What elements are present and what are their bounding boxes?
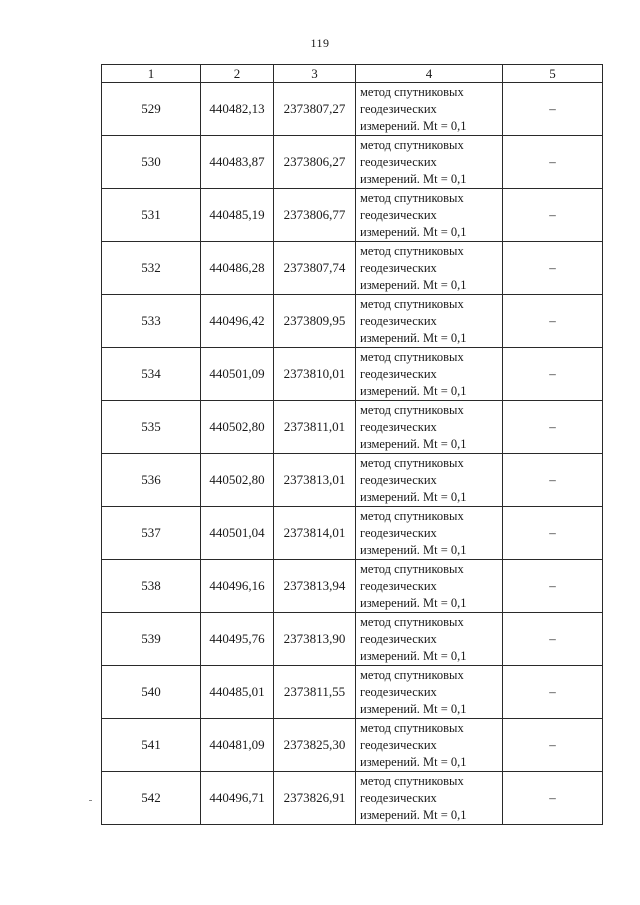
table-row	[102, 348, 603, 401]
header-col-1: 1	[102, 65, 201, 83]
coordinate-y: 2373807,27	[274, 83, 356, 136]
method-line-3: измерений. Mt = 0,1	[360, 277, 467, 292]
column-5-value: –	[503, 295, 603, 348]
method-line-2: геодезических	[360, 366, 437, 381]
method-line-3: измерений. Mt = 0,1	[360, 383, 467, 398]
method-line-3: измерений. Mt = 0,1	[360, 436, 467, 451]
coordinate-x: 440496,42	[201, 295, 274, 348]
coordinate-y: 2373814,01	[274, 507, 356, 560]
table-row	[102, 719, 603, 772]
table-row	[102, 613, 603, 666]
method-line-1: метод спутниковых	[360, 614, 464, 629]
method-line-2: геодезических	[360, 154, 437, 169]
coordinate-y: 2373811,01	[274, 401, 356, 454]
coordinate-y: 2373813,01	[274, 454, 356, 507]
coordinate-x: 440496,71	[201, 772, 274, 825]
column-5-value: –	[503, 507, 603, 560]
column-5-value: –	[503, 560, 603, 613]
method-line-3: измерений. Mt = 0,1	[360, 118, 467, 133]
coordinate-y: 2373810,01	[274, 348, 356, 401]
method-description	[356, 189, 503, 242]
method-line-1: метод спутниковых	[360, 84, 464, 99]
table-row	[102, 772, 603, 825]
page-number: 119	[310, 36, 330, 50]
coordinate-x: 440482,13	[201, 83, 274, 136]
table-row	[102, 560, 603, 613]
method-line-1: метод спутниковых	[360, 667, 464, 682]
method-line-1: метод спутниковых	[360, 402, 464, 417]
column-5-value: –	[503, 189, 603, 242]
method-description	[356, 560, 503, 613]
method-line-2: геодезических	[360, 419, 437, 434]
table-header	[102, 65, 603, 83]
method-line-3: измерений. Mt = 0,1	[360, 171, 467, 186]
coordinate-y: 2373813,90	[274, 613, 356, 666]
header-col-4: 4	[356, 65, 503, 83]
point-number: 533	[102, 295, 201, 348]
method-line-1: метод спутниковых	[360, 190, 464, 205]
method-line-1: метод спутниковых	[360, 296, 464, 311]
point-number: 541	[102, 719, 201, 772]
method-description	[356, 136, 503, 189]
column-5-value: –	[503, 348, 603, 401]
method-line-2: геодезических	[360, 207, 437, 222]
column-5-value: –	[503, 613, 603, 666]
coordinate-x: 440502,80	[201, 401, 274, 454]
method-line-2: геодезических	[360, 631, 437, 646]
table-row	[102, 666, 603, 719]
method-description	[356, 454, 503, 507]
method-line-1: метод спутниковых	[360, 773, 464, 788]
point-number: 534	[102, 348, 201, 401]
coordinate-x: 440485,19	[201, 189, 274, 242]
method-description	[356, 772, 503, 825]
point-number: 532	[102, 242, 201, 295]
header-col-3: 3	[274, 65, 356, 83]
coordinate-y: 2373825,30	[274, 719, 356, 772]
method-line-3: измерений. Mt = 0,1	[360, 648, 467, 663]
method-line-1: метод спутниковых	[360, 455, 464, 470]
method-line-1: метод спутниковых	[360, 137, 464, 152]
method-line-2: геодезических	[360, 737, 437, 752]
method-description	[356, 666, 503, 719]
coordinate-x: 440495,76	[201, 613, 274, 666]
method-line-3: измерений. Mt = 0,1	[360, 542, 467, 557]
method-line-3: измерений. Mt = 0,1	[360, 330, 467, 345]
table-row	[102, 295, 603, 348]
method-description	[356, 295, 503, 348]
method-line-3: измерений. Mt = 0,1	[360, 489, 467, 504]
coordinate-x: 440486,28	[201, 242, 274, 295]
method-line-1: метод спутниковых	[360, 561, 464, 576]
method-description	[356, 613, 503, 666]
point-number: 529	[102, 83, 201, 136]
method-line-2: геодезических	[360, 684, 437, 699]
point-number: 537	[102, 507, 201, 560]
method-line-3: измерений. Mt = 0,1	[360, 595, 467, 610]
method-description	[356, 242, 503, 295]
method-line-2: геодезических	[360, 578, 437, 593]
method-line-2: геодезических	[360, 472, 437, 487]
method-line-3: измерений. Mt = 0,1	[360, 807, 467, 822]
header-col-2: 2	[201, 65, 274, 83]
method-line-2: геодезических	[360, 525, 437, 540]
column-5-value: –	[503, 666, 603, 719]
method-description	[356, 719, 503, 772]
method-line-1: метод спутниковых	[360, 243, 464, 258]
coordinate-y: 2373826,91	[274, 772, 356, 825]
column-5-value: –	[503, 772, 603, 825]
method-description	[356, 507, 503, 560]
method-description	[356, 401, 503, 454]
column-5-value: –	[503, 719, 603, 772]
coordinate-x: 440481,09	[201, 719, 274, 772]
method-line-3: измерений. Mt = 0,1	[360, 701, 467, 716]
point-number: 539	[102, 613, 201, 666]
table-row	[102, 242, 603, 295]
method-line-2: геодезических	[360, 101, 437, 116]
column-5-value: –	[503, 83, 603, 136]
point-number: 535	[102, 401, 201, 454]
coordinate-x: 440496,16	[201, 560, 274, 613]
header-row	[102, 65, 603, 83]
point-number: 536	[102, 454, 201, 507]
table-body	[102, 83, 603, 825]
coordinates-table	[101, 64, 603, 825]
method-line-2: геодезических	[360, 260, 437, 275]
column-5-value: –	[503, 136, 603, 189]
method-description	[356, 348, 503, 401]
point-number: 538	[102, 560, 201, 613]
coordinate-y: 2373807,74	[274, 242, 356, 295]
point-number: 530	[102, 136, 201, 189]
method-description	[356, 83, 503, 136]
coordinate-y: 2373806,27	[274, 136, 356, 189]
table-row	[102, 136, 603, 189]
table-row	[102, 189, 603, 242]
coordinate-x: 440485,01	[201, 666, 274, 719]
point-number: 531	[102, 189, 201, 242]
method-line-3: измерений. Mt = 0,1	[360, 224, 467, 239]
method-line-1: метод спутниковых	[360, 349, 464, 364]
method-line-1: метод спутниковых	[360, 720, 464, 735]
method-line-2: геодезических	[360, 790, 437, 805]
table-row	[102, 401, 603, 454]
method-line-3: измерений. Mt = 0,1	[360, 754, 467, 769]
header-col-5: 5	[503, 65, 603, 83]
coordinate-y: 2373806,77	[274, 189, 356, 242]
coordinate-x: 440501,09	[201, 348, 274, 401]
table-row	[102, 454, 603, 507]
point-number: 540	[102, 666, 201, 719]
coordinate-y: 2373813,94	[274, 560, 356, 613]
coordinate-x: 440501,04	[201, 507, 274, 560]
table-row	[102, 507, 603, 560]
column-5-value: –	[503, 454, 603, 507]
column-5-value: –	[503, 401, 603, 454]
column-5-value: –	[503, 242, 603, 295]
method-line-2: геодезических	[360, 313, 437, 328]
method-line-1: метод спутниковых	[360, 508, 464, 523]
coordinate-x: 440502,80	[201, 454, 274, 507]
table-row	[102, 83, 603, 136]
scan-artifact	[89, 800, 92, 801]
point-number: 542	[102, 772, 201, 825]
coordinate-x: 440483,87	[201, 136, 274, 189]
coordinate-y: 2373811,55	[274, 666, 356, 719]
coordinate-y: 2373809,95	[274, 295, 356, 348]
